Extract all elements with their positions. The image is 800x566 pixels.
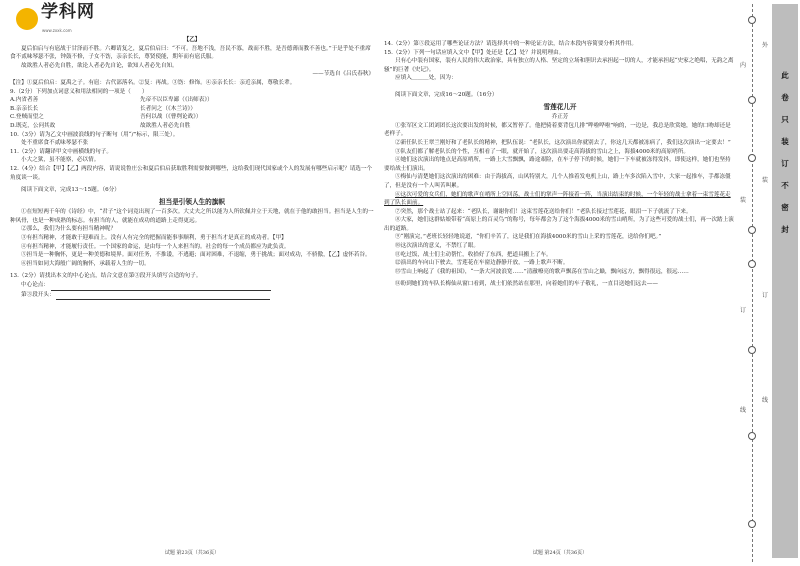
q9-option-a-compare: 先帝不以臣卑鄙（《出师表》） [140, 97, 213, 104]
q13-label-a: 中心论点： [21, 282, 49, 289]
passage-note: 【注】①夏后伯启：夏禹之子。有扈：古代部落名。②复：再战。③饬：修饰。④亲亲长长：亲近亲属，尊敬长辈。 [10, 79, 296, 86]
right-page-footer: 试题 第24页（共36页） [532, 550, 588, 557]
story-p8: ⑧大家，她们这群姑娘带着“高原上的百灵鸟”的称号，每年都会为了这个海拔4000米的雪山哨所，为了这些可爱的战士们，再一次踏上演出的道路。 [384, 217, 734, 232]
read-prompt-16-20: 阅读下面文章，完成16～20题。（16分） [395, 91, 498, 98]
outer-char-1: 外 [761, 42, 768, 49]
story-p4: ④她们这次演出的地点是高原哨所，一路上大雪飘飘，路途艰险，在车子停下的时候，她们一下车就被冻得发抖，即使这样，她们也坚持要给战士们演出。 [384, 157, 731, 172]
passage-b-p2: 故欲胜人者必先自胜，欲论人者必先自论，欲知人者必先自知。 [21, 62, 178, 69]
binding-hole [748, 16, 756, 24]
story-p11: ⑪吃过饭，战士们主动帮忙，收拾好了东西，把道具搬上了车。 [395, 251, 552, 258]
q13-answer-line-a[interactable] [51, 281, 271, 291]
question-9: 9.（2分）下列加点词意义和用法相同的一项是（ ） [10, 88, 148, 95]
essay-p1: ①在短短两千年的《诗经》中，“君子”这个词竟出现了一百多次。大丈夫之所以能为人所钦佩并立于天地，就在于他的敢担当。担当是人生的一种风骨，也是一种成熟的标志。有担当的人，就能在成功的道路上走得更远。 [10, 209, 374, 224]
q15-answer: 应填入＿＿＿处，因为： [395, 75, 457, 82]
logo-text: 学科网 [41, 2, 95, 22]
q9-option-a: A.内省者善 [10, 97, 39, 104]
question-10: 10.（3分）请为乙文中画波浪线的句子断句（用“/”标示，限三处）。 [10, 131, 179, 138]
story-p5: ⑤梅仙与清楚她们这次演出的困难：由于海拔高，山风特别大，几个人推着发电机上山，路上车多次陷入雪中，大家一起推车，手都冻僵了，但是没有一个人叫苦叫累。 [384, 174, 731, 189]
binding-gray-band [772, 4, 798, 558]
binding-hole [748, 346, 756, 354]
binding-dashed-line [752, 4, 753, 562]
question-11: 11.（2分）请翻译甲文中画横线的句子。 [10, 148, 112, 155]
question-12: 12.（4分）结合【甲】【乙】两段内容，请说说鲁庄公和夏后伯启获取胜利需要做到哪些，这给我们现代国家或个人的发展有哪些启示呢？请选一个角度谈一谈。 [10, 165, 373, 181]
story-p3: ③队友们都了解老队长的个性，互相看了一眼，就开始了，这次演出要走高海拔的雪山之上，海拔4000米的高原哨所。 [395, 148, 689, 155]
q13-answer-line-b[interactable] [56, 291, 270, 301]
essay-p5: ⑤担当是一种胸怀，更是一种美德和境界。面对任务，不推诿，不逃避；面对困难，不退缩，勇于挑战；面对成功，不骄傲，【乙】虚怀若谷。 [21, 252, 371, 259]
binding-hole [748, 520, 756, 528]
passage-source: ——节选自《吕氏春秋》 [312, 71, 374, 78]
left-page-footer: 试题 第23页（共36页） [164, 550, 220, 557]
logo-icon [16, 8, 38, 30]
outer-char-2: 装 [761, 177, 768, 184]
gray-char-2: 卷 [781, 93, 789, 102]
q9-options [10, 96, 374, 130]
story-p6: ⑥这次可爱的女兵们，她们的歌声在哨所上空回荡，战士们的掌声一阵接着一阵，当演出结束的时候，一个年轻的战士拿着一束雪莲花走到了队长面前。 [384, 191, 731, 207]
story-p7: ⑦突然，那个战士站了起来：“老队长，谢谢你们！这束雪莲花送给你们！”老队长接过雪莲花，眼泪一下子就流了下来。 [395, 208, 692, 215]
passage-b-p1: 夏后伯启与有扈战于甘泽而不胜。六卿请复之，夏后伯启曰：“不可。吾地不浅，吾民不寡，战而不胜，是吾德薄而教不善也。”于是乎处不重席食不贰味琴瑟不张，钟鼓不修，子女不饬，亲亲长长，尊贤使能，期年而有扈氏服。 [10, 45, 371, 61]
q13-central-argument [10, 281, 374, 291]
question-15: 15.（2分）下列一句话应填入文中【甲】处还是【乙】处？并说明理由。 [384, 49, 565, 56]
gray-char-5: 订 [781, 159, 789, 168]
essay-p2: ②那么，我们为什么要有担当精神呢？ [21, 226, 117, 233]
gray-char-6: 不 [781, 181, 789, 190]
binding-hole [748, 96, 756, 104]
logo-url: www.zxxk.com [42, 28, 72, 33]
gray-char-4: 装 [781, 137, 789, 146]
q9-option-b-compare: 长者问之（《木兰诗》） [140, 105, 196, 112]
q10-sentence: 处不重席食不贰味琴瑟不张 [21, 140, 89, 147]
outer-char-3: 订 [761, 292, 768, 299]
question-13: 13.（2分）请找出本文的中心论点，结合文意在第③段开头填写合适的句子。 [10, 273, 202, 280]
binding-hole [748, 432, 756, 440]
gray-char-8: 封 [781, 225, 789, 234]
essay-p3: ③有担当精神，才能敢于迎难而上。没有人有完全的把握而能事事顺利，勇于担当才是真正的成功者。【甲】 [21, 235, 287, 242]
inner-char-1: 内 [739, 62, 746, 69]
story-p9: ⑨“刚演完，”老班长轻轻地说道，“你们辛苦了，这是我们在海拔4000米的雪山上采的雪莲花，送给你们吧。” [395, 234, 662, 241]
gray-char-1: 此 [781, 71, 789, 80]
logo [16, 2, 106, 33]
essay-p4: ④有担当精神，才能履行责任。一个国家的命运，是由每一个人来担当的。社会的每一个成员都应为此负责。 [21, 243, 290, 250]
q11-sentence: 小大之狱，虽不能察，必以情。 [21, 157, 100, 164]
section-heading: 【乙】 [183, 37, 201, 43]
inner-char-4: 线 [739, 407, 746, 414]
essay-title: 担当是引领人生的旗帜 [159, 197, 225, 206]
right-content [384, 40, 736, 289]
read-prompt-13-15: 阅读下面文章，完成13～15题。（6分） [21, 187, 120, 194]
story-p12: ⑫演出的车向山下驶去，雪莲花在车窗边静静开放，一路上歌声不断。 [395, 260, 569, 267]
story-p13: ⑬雪山上响起了《我的祖国》，“一条大河波浪宽……”清澈嘹亮的歌声飘荡在雪山之巅，飘向远方，飘得很远，很远…… [395, 268, 689, 275]
story-p10: ⑩这次演出的意义，不禁红了眼。 [395, 243, 479, 250]
q15-sentence: 只有心中装有国家，装有人民的伟大政治家，具有独立的人格、坚定的立场和胆识去承担起一切的人，才能承担起“史家之绝唱，无韵之离骚”的巨著《史记》。 [384, 58, 734, 73]
question-14: 14.（2分）第⑤段运用了哪些论证方法？请选择其中的一种论证方法，结合本段内容简要分析其作用。 [384, 41, 637, 47]
binding-strip [738, 0, 800, 566]
q9-option-c-compare: 吾何以战（《曹刿论战》） [140, 114, 202, 121]
story-p14: ⑭盼到她们的车队长梅仙从窗口看到，战士们依然站在那里，向着她们的车子敬礼，一直目送她们远去—— [395, 281, 658, 288]
right-column [384, 0, 736, 566]
story-p1: ①张军区文工团刘团长这次要出发的时候，都又暂停了。他把骑着要背包几排“哗啦哗啦”响的，一边是，我总是欣赏她，她的口吻却还是老样子。 [384, 122, 731, 138]
gray-char-3: 只 [781, 115, 789, 124]
binding-hole [748, 154, 756, 162]
q9-option-c: C.登贼而望之 [10, 114, 44, 121]
story-p2: ②新任队长王翠兰刚好和了老队长的精神，把队伍说：“老队长，这次演出你就别去了，你这几天都被冻病了，我们这次演出一定要去！” [395, 139, 731, 146]
binding-hole [748, 226, 756, 234]
outer-char-4: 线 [761, 397, 768, 404]
left-column [10, 0, 374, 566]
gray-char-7: 密 [781, 203, 789, 212]
q9-option-d: D.既克，公问其故 [10, 122, 56, 129]
story-author: 乔正芳 [551, 114, 569, 121]
essay-p6: ⑥担当如同大海般广阔的胸怀，承载着人生的一切。 [21, 260, 150, 267]
q9-option-d-compare: 故欲胜人者必先自胜 [140, 122, 191, 129]
q13-paragraph-opening [10, 291, 374, 301]
q13-label-b: 第③段开头： [21, 291, 55, 298]
inner-char-2: 装 [739, 197, 746, 204]
story-title: 雪莲花儿开 [543, 102, 577, 111]
binding-hole [748, 260, 756, 268]
left-content [10, 36, 374, 300]
q9-option-b: B.亲亲长长 [10, 105, 39, 112]
inner-char-3: 订 [739, 307, 746, 314]
